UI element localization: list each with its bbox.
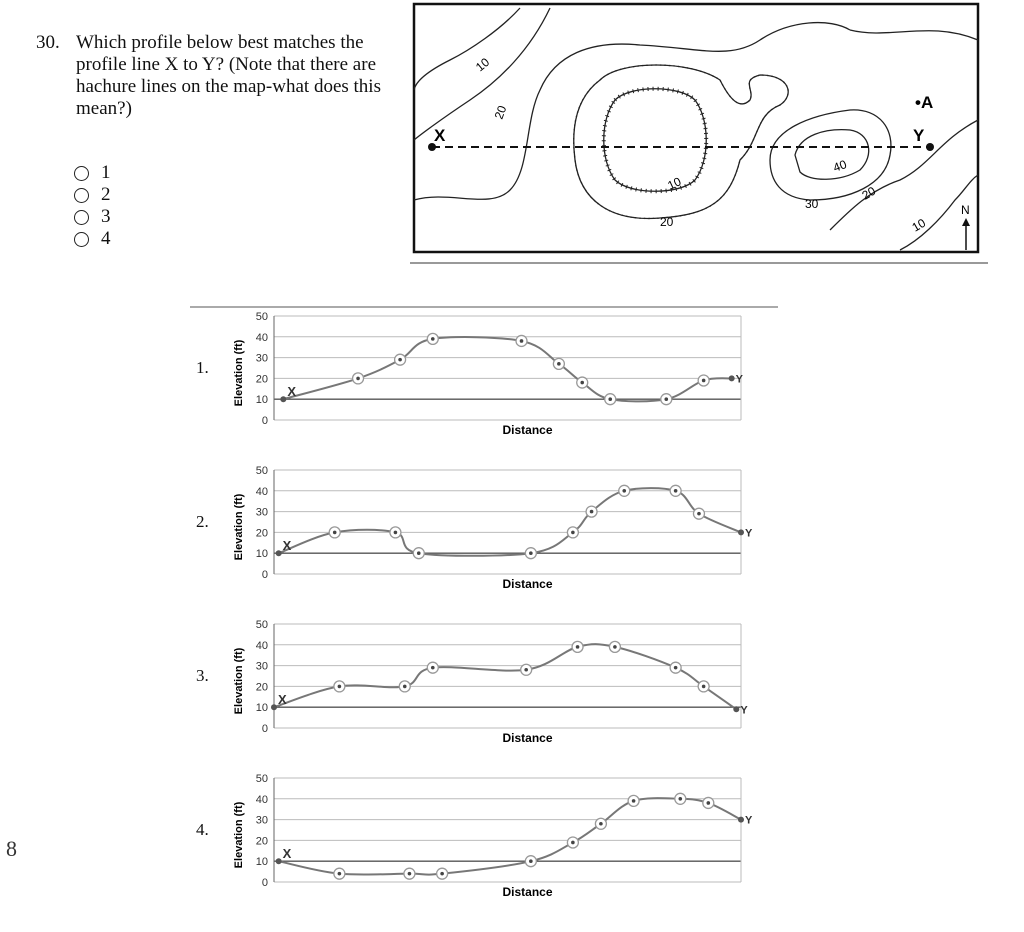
profile-point xyxy=(577,377,588,388)
profile-svg xyxy=(196,308,756,443)
divider xyxy=(410,262,988,264)
x-axis-label: Distance xyxy=(502,577,553,591)
x-axis-label: Distance xyxy=(502,423,553,437)
profile-line xyxy=(274,644,736,709)
y-axis-label: Elevation (ft) xyxy=(233,493,245,561)
y-tick-label: 30 xyxy=(255,814,268,827)
end-point-label: Y xyxy=(735,373,744,386)
contour-label: 10 xyxy=(472,54,493,75)
contour-label: 10 xyxy=(665,174,684,193)
profile-point xyxy=(516,335,527,346)
y-tick-label: 0 xyxy=(261,877,268,889)
option-3[interactable] xyxy=(74,206,111,228)
option-1[interactable] xyxy=(74,162,111,184)
profile-point xyxy=(271,704,277,710)
profile-chart-3 xyxy=(196,616,756,756)
radio-icon[interactable] xyxy=(74,232,89,247)
y-tick-label: 30 xyxy=(255,352,268,365)
profile-point xyxy=(698,375,709,386)
profile-chart-2 xyxy=(196,462,756,602)
option-4[interactable] xyxy=(74,228,111,250)
north-label: N xyxy=(961,203,970,217)
y-tick-label: 50 xyxy=(255,619,268,631)
profile-point xyxy=(334,681,345,692)
start-point-label: X xyxy=(282,538,292,554)
profile-point xyxy=(670,485,681,496)
y-tick-label: 0 xyxy=(261,415,268,427)
end-point-label: Y xyxy=(745,527,753,540)
contour-label: 20 xyxy=(859,183,879,203)
radio-icon[interactable] xyxy=(74,188,89,203)
y-tick-label: 50 xyxy=(255,311,268,323)
contour-label: 30 xyxy=(805,197,819,211)
profile-point xyxy=(525,856,536,867)
profile-point xyxy=(280,396,286,402)
start-point-label: X xyxy=(278,692,287,708)
profile-chart-1 xyxy=(196,308,756,448)
map-svg xyxy=(410,0,990,265)
profile-point xyxy=(698,681,709,692)
y-tick-label: 30 xyxy=(255,660,268,673)
profile-chart-4 xyxy=(196,770,756,910)
contour-label: 10 xyxy=(909,215,929,235)
profile-label: 3. xyxy=(196,666,209,685)
profile-point xyxy=(437,868,448,879)
answer-options xyxy=(74,162,111,250)
profile-svg xyxy=(196,770,756,905)
option-2[interactable] xyxy=(74,184,111,206)
y-tick-label: 20 xyxy=(255,527,268,540)
profile-point xyxy=(628,795,639,806)
x-axis-label: Distance xyxy=(502,731,553,745)
contour-label: 20 xyxy=(660,215,674,229)
end-point-label: Y xyxy=(745,814,753,827)
y-tick-label: 20 xyxy=(255,373,268,386)
start-point-label: X xyxy=(287,384,297,400)
profile-point xyxy=(733,706,739,712)
y-tick-label: 0 xyxy=(261,569,268,581)
y-tick-label: 50 xyxy=(255,773,268,785)
point-y-label: Y xyxy=(913,126,925,145)
profile-line xyxy=(279,488,741,556)
y-axis-label: Elevation (ft) xyxy=(233,339,245,407)
question-text: Which profile below best matches the profile line X to Y? (Note that there are hachure lines on the map-what does this mean?) xyxy=(76,32,381,119)
profile-point xyxy=(609,641,620,652)
profile-svg xyxy=(196,462,756,597)
option-label: 2 xyxy=(101,184,111,205)
y-axis-label: Elevation (ft) xyxy=(233,801,245,869)
y-tick-label: 10 xyxy=(255,702,268,715)
y-tick-label: 10 xyxy=(255,394,268,407)
y-axis-label: Elevation (ft) xyxy=(233,647,245,715)
profile-point xyxy=(395,354,406,365)
profile-point xyxy=(693,508,704,519)
profile-point xyxy=(553,358,564,369)
profile-point xyxy=(413,548,424,559)
profile-line xyxy=(279,798,741,874)
profile-point xyxy=(661,394,672,405)
profile-point xyxy=(619,485,630,496)
profile-label: 1. xyxy=(196,358,209,377)
profile-point xyxy=(738,817,744,823)
y-tick-label: 40 xyxy=(255,639,268,652)
profile-point xyxy=(427,333,438,344)
point-a-label: •A xyxy=(915,93,934,112)
y-tick-label: 40 xyxy=(255,485,268,498)
y-tick-label: 10 xyxy=(255,856,268,869)
question-block xyxy=(36,32,396,120)
profile-point xyxy=(276,550,282,556)
y-tick-label: 40 xyxy=(255,331,268,344)
profile-point xyxy=(276,858,282,864)
profile-point xyxy=(670,662,681,673)
contour-label: 40 xyxy=(831,157,849,175)
profile-point xyxy=(586,506,597,517)
profile-point xyxy=(595,818,606,829)
profile-point xyxy=(567,837,578,848)
y-tick-label: 20 xyxy=(255,835,268,848)
profile-point xyxy=(334,868,345,879)
radio-icon[interactable] xyxy=(74,210,89,225)
start-point-label: X xyxy=(282,846,292,862)
profile-svg xyxy=(196,616,756,751)
profile-point xyxy=(390,527,401,538)
profile-point xyxy=(675,793,686,804)
profile-point xyxy=(572,641,583,652)
profile-point xyxy=(605,394,616,405)
profile-line xyxy=(283,337,731,401)
radio-icon[interactable] xyxy=(74,166,89,181)
option-label: 3 xyxy=(101,206,111,227)
point-x-label: X xyxy=(434,126,446,145)
profile-point xyxy=(329,527,340,538)
option-label: 1 xyxy=(101,162,111,183)
profile-point xyxy=(521,664,532,675)
profile-point xyxy=(738,529,744,535)
option-label: 4 xyxy=(101,228,111,249)
end-point-label: Y xyxy=(740,704,748,717)
contour-label: 20 xyxy=(491,103,510,122)
y-tick-label: 10 xyxy=(255,548,268,561)
y-tick-label: 20 xyxy=(255,681,268,694)
profile-label: 2. xyxy=(196,512,209,531)
profile-point xyxy=(427,662,438,673)
profile-point xyxy=(525,548,536,559)
page-number: 8 xyxy=(6,836,17,861)
profile-point xyxy=(567,527,578,538)
profile-point xyxy=(404,868,415,879)
y-tick-label: 30 xyxy=(255,506,268,519)
y-tick-label: 50 xyxy=(255,465,268,477)
x-axis-label: Distance xyxy=(502,885,553,899)
question-number: 30. xyxy=(36,32,60,53)
y-tick-label: 40 xyxy=(255,793,268,806)
profile-point xyxy=(399,681,410,692)
profile-point xyxy=(729,375,735,381)
y-tick-label: 0 xyxy=(261,723,268,735)
profile-point xyxy=(353,373,364,384)
profile-label: 4. xyxy=(196,820,209,839)
profile-point xyxy=(703,797,714,808)
topographic-map xyxy=(410,0,990,265)
